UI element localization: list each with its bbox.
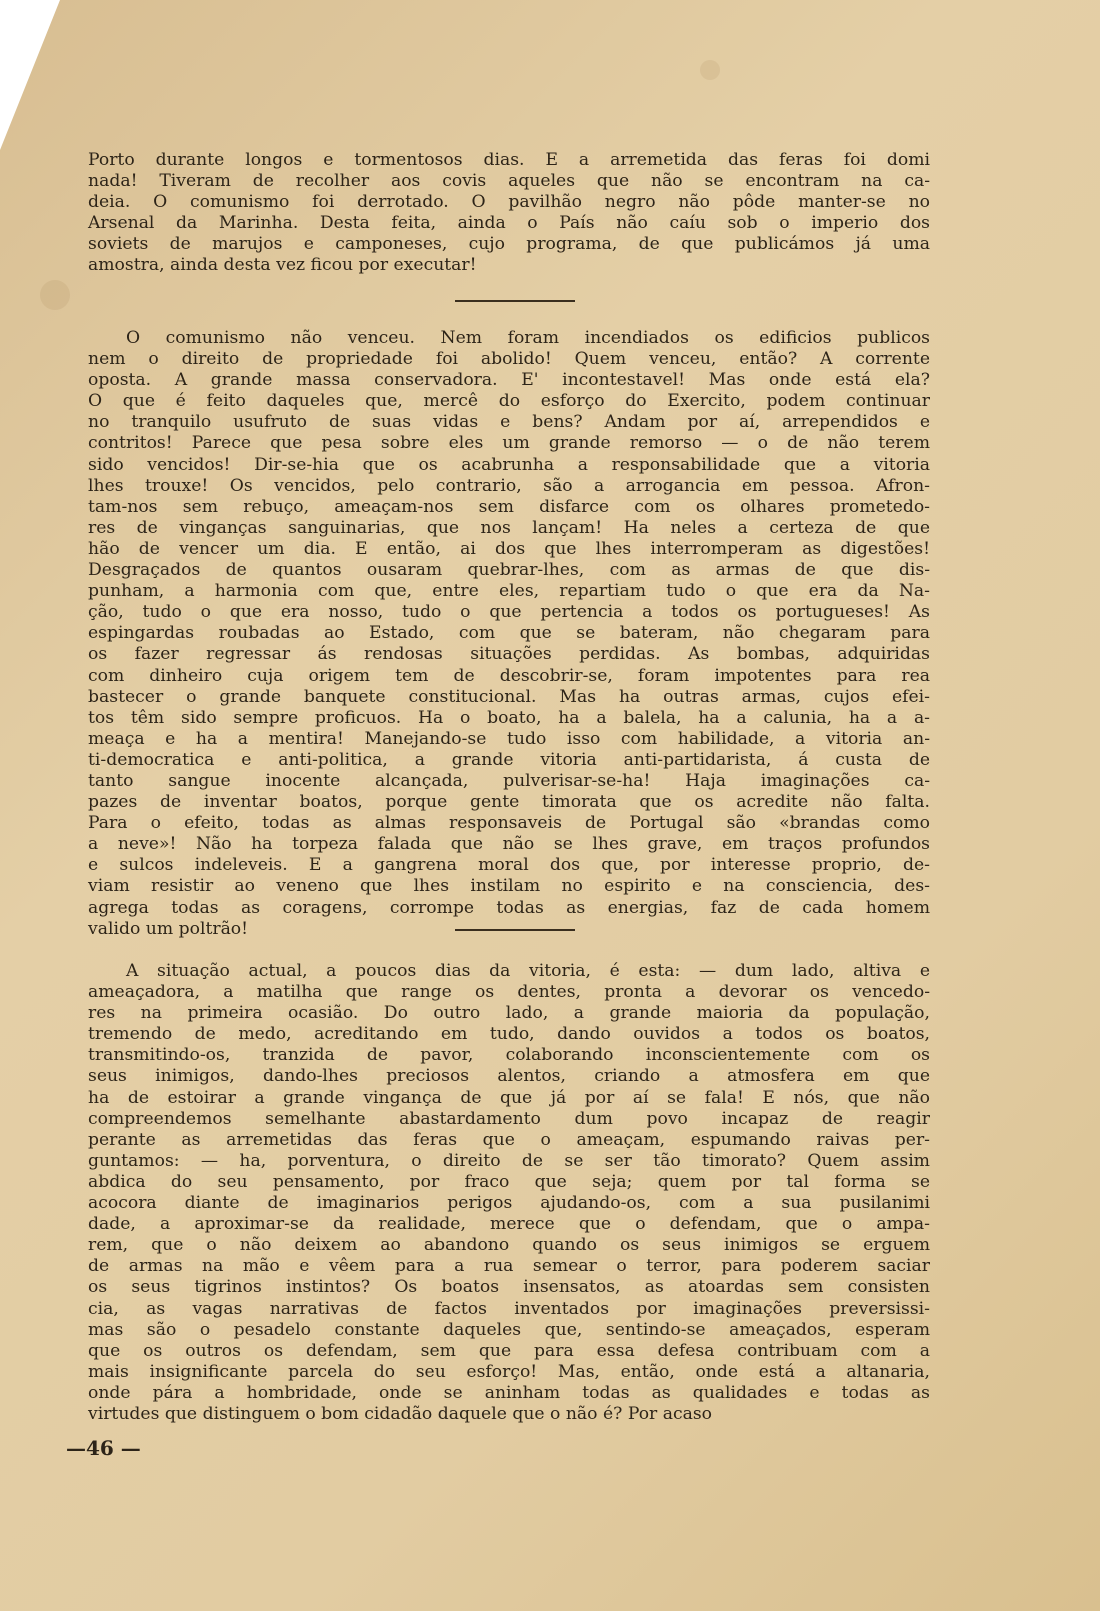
text-line: os fazer regressar ás rendosas situações perdidas. As bombas, adquiridas (88, 644, 930, 665)
text-line: rem, que o não deixem ao abandono quando os seus inimigos se erguem (88, 1235, 930, 1256)
paragraph-1 (88, 150, 930, 277)
text-line: transmitindo-os, tranzida de pavor, colaborando inconscientemente com os (88, 1045, 930, 1066)
text-line: oposta. A grande massa conservadora. E' incontestavel! Mas onde está ela? (88, 370, 930, 391)
text-line: nada! Tiveram de recolher aos covis aqueles que não se encontram na ca- (88, 171, 930, 192)
text-line: guntamos: — ha, porventura, o direito de se ser tão timorato? Quem assim (88, 1150, 930, 1171)
text-line: Porto durante longos e tormentosos dias. E a arremetida das feras foi domi (88, 150, 930, 170)
section-divider (455, 300, 575, 302)
text-line: mais insignificante parcela do seu esforço! Mas, então, onde está a altanaria, (88, 1361, 930, 1382)
text-line: dade, a aproximar-se da realidade, merece que o defendam, que o ampa- (88, 1214, 930, 1235)
text-line: soviets de marujos e camponeses, cujo programa, de que publicámos já uma (88, 234, 930, 255)
section-divider (455, 929, 575, 931)
text-line: mas são o pesadelo constante daqueles que, sentindo-se ameaçados, esperam (88, 1319, 930, 1340)
text-line: amostra, ainda desta vez ficou por executar! (88, 255, 477, 276)
text-line: tos têm sido sempre proficuos. Ha o boato, ha a balela, ha a calunia, ha a a- (88, 707, 930, 728)
text-line: com dinheiro cuja origem tem de descobrir-se, foram impotentes para rea (88, 665, 930, 686)
text-line: cia, as vagas narrativas de factos inventados por imaginações preversissi- (88, 1298, 930, 1319)
text-line: espingardas roubadas ao Estado, com que se bateram, não chegaram para (88, 623, 930, 644)
text-line: a neve»! Não ha torpeza falada que não se lhes grave, em traços profundos (88, 834, 930, 855)
text-line: contritos! Parece que pesa sobre eles um grande remorso — o de não terem (88, 433, 930, 454)
text-line: valido um poltrão! (88, 918, 249, 939)
text-line: e sulcos indeleveis. E a gangrena moral dos que, por interesse proprio, de- (88, 855, 930, 876)
text-line: sido vencidos! Dir-se-hia que os acabrunha a responsabilidade que a vitoria (88, 454, 930, 475)
text-line: nem o direito de propriedade foi abolido! Quem venceu, então? A corrente (88, 349, 930, 370)
text-line: ha de estoirar a grande vingança de que já por aí se fala! E nós, que não (88, 1087, 930, 1108)
text-line: lhes trouxe! Os vencidos, pelo contrario, são a arrogancia em pessoa. Afron- (88, 475, 930, 496)
text-line: tam-nos sem rebuço, ameaçam-nos sem disfarce com os olhares prometedo- (88, 496, 930, 517)
paragraph-2 (88, 328, 930, 940)
text-line: O que é feito daqueles que, mercê do esforço do Exercito, podem continuar (88, 391, 930, 412)
text-line: pazes de inventar boatos, porque gente timorata que os acredite não falta. (88, 792, 930, 813)
text-line: deia. O comunismo foi derrotado. O pavilhão negro não pôde manter-se no (88, 192, 930, 213)
text-line: ti-democratica e anti-politica, a grande vitoria anti-partidarista, á custa de (88, 749, 930, 770)
text-line: A situação actual, a poucos dias da vitoria, é esta: — dum lado, altiva e (126, 961, 930, 981)
text-line: compreendemos semelhante abastardamento dum povo incapaz de reagir (88, 1108, 930, 1129)
text-line: viam resistir ao veneno que lhes instilam no espirito e na consciencia, des- (88, 876, 930, 897)
text-line: de armas na mão e vêem para a rua semear o terror, para poderem saciar (88, 1256, 930, 1277)
text-line: virtudes que distinguem o bom cidadão daquele que o não é? Por acaso (88, 1403, 713, 1424)
text-line: os seus tigrinos instintos? Os boatos insensatos, as atoardas sem consisten (88, 1277, 930, 1298)
text-line: perante as arremetidas das feras que o ameaçam, espumando raivas per- (88, 1129, 930, 1150)
text-line: tanto sangue inocente alcançada, pulverisar-se-ha! Haja imaginações ca- (88, 770, 930, 791)
text-line: Para o efeito, todas as almas responsaveis de Portugal são «brandas como (88, 813, 930, 834)
paper-stain (700, 60, 720, 80)
text-line: abdica do seu pensamento, por fraco que seja; quem por tal forma se (88, 1171, 930, 1192)
text-line: res na primeira ocasião. Do outro lado, a grande maioria da população, (88, 1003, 930, 1024)
text-line: que os outros os defendam, sem que para essa defesa contribuam com a (88, 1340, 930, 1361)
paper-stain (40, 280, 70, 310)
text-line: punham, a harmonia com que, entre eles, repartiam tudo o que era da Na- (88, 581, 930, 602)
paragraph-3 (88, 961, 930, 1425)
text-line: ção, tudo o que era nosso, tudo o que pertencia a todos os portugueses! As (88, 602, 930, 623)
text-line: no tranquilo usufruto de suas vidas e bens? Andam por aí, arrependidos e (88, 412, 930, 433)
page-footer: —46 — (66, 1436, 141, 1460)
torn-corner (0, 0, 60, 150)
text-line: O comunismo não venceu. Nem foram incendiados os edificios publicos (126, 328, 930, 348)
text-line: hão de vencer um dia. E então, ai dos que lhes interromperam as digestões! (88, 538, 930, 559)
text-line: acocora diante de imaginarios perigos ajudando-os, com a sua pusilanimi (88, 1193, 930, 1214)
text-line: bastecer o grande banquete constitucional. Mas ha outras armas, cujos efei- (88, 686, 930, 707)
text-line: agrega todas as coragens, corrompe todas as energias, faz de cada homem (88, 897, 930, 918)
text-line: res de vinganças sanguinarias, que nos lançam! Ha neles a certeza de que (88, 517, 930, 538)
text-line: ameaçadora, a matilha que range os dentes, pronta a devorar os vencedo- (88, 982, 930, 1003)
text-line: tremendo de medo, acreditando em tudo, dando ouvidos a todos os boatos, (88, 1024, 930, 1045)
text-line: seus inimigos, dando-lhes preciosos alentos, criando a atmosfera em que (88, 1066, 930, 1087)
text-line: Desgraçados de quantos ousaram quebrar-lhes, com as armas de que dis- (88, 560, 930, 581)
text-line: meaça e ha a mentira! Manejando-se tudo isso com habilidade, a vitoria an- (88, 728, 930, 749)
text-line: onde pára a hombridade, onde se aninham todas as qualidades e todas as (88, 1382, 930, 1403)
text-line: Arsenal da Marinha. Desta feita, ainda o País não caíu sob o imperio dos (88, 213, 930, 234)
